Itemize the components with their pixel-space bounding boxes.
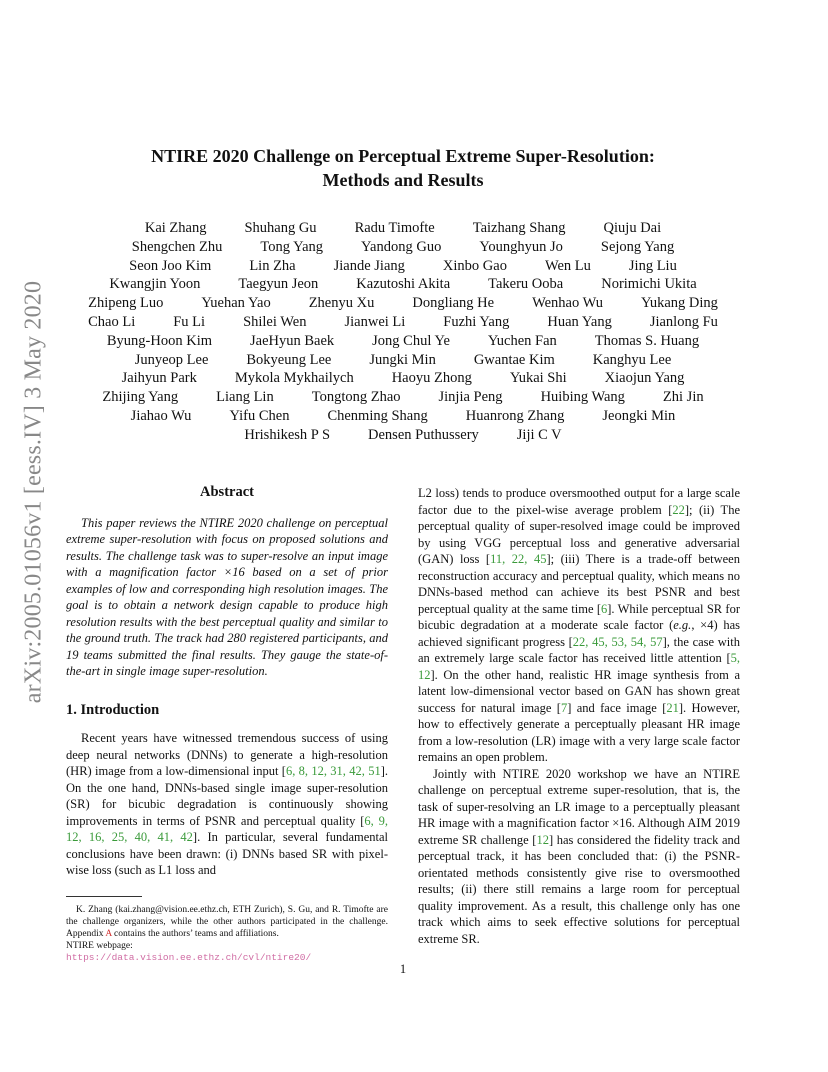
paper-title [0, 144, 806, 192]
author-name: Taizhang Shang [472, 220, 566, 236]
author-name: Jianlong Fu [649, 313, 718, 330]
author-name: Jianwei Li [344, 313, 406, 330]
right-paragraph-2: Jointly with NTIRE 2020 workshop we have an NTIRE challenge on perceptual extreme super-resolution, that is, the task of super-resolving an LR image to a perceptually pleasant HR image with a magnification factor ×16. Although AIM 2019 extreme SR challenge [12] has considered the fidelity track and perceptual track, it has been concluded that: (i) the PSNR-orientated methods consistently give rise to oversmoothed results; (ii) there still remains a large room for perceptual quality improvement. As a result, this challenge only has one track which aims to seek effective solutions for perceptual extreme SR. [418, 766, 740, 946]
author-name: Dongliang He [412, 295, 495, 312]
left-column [66, 484, 388, 879]
author-row [70, 219, 736, 238]
author-name: Mykola Mykhailych [234, 370, 354, 387]
author-name: Yukai Shi [509, 370, 567, 387]
right-column [418, 485, 740, 947]
author-name: Shuhang Gu [244, 220, 317, 236]
author-row [70, 257, 736, 276]
author-name: Kai Zhang [144, 220, 207, 236]
author-name: Kanghyu Lee [592, 351, 672, 368]
author-name: Bokyeung Lee [246, 351, 332, 368]
author-name: Densen Puthussery [368, 426, 479, 443]
ntire-webpage-link[interactable]: https://data.vision.ee.ethz.ch/cvl/ntire20/ [66, 952, 312, 963]
appendix-link[interactable]: A [105, 929, 112, 939]
author-name: Zhi Jin [662, 389, 704, 406]
author-name: Yuehan Yao [201, 295, 271, 312]
citation-link[interactable]: 22, 45, 53, 54, 57 [572, 634, 663, 649]
author-row [70, 369, 736, 388]
arxiv-identifier: arXiv:2005.01056v1 [eess.IV] 3 May 2020 [20, 280, 47, 704]
author-name: Radu Timofte [354, 220, 435, 236]
author-name: Junyeop Lee [134, 351, 209, 368]
author-name: Tongtong Zhao [311, 389, 401, 406]
abstract-heading: Abstract [200, 484, 254, 500]
author-name: Jiahao Wu [130, 407, 192, 424]
author-name: Chao Li [88, 313, 136, 330]
author-row [70, 294, 736, 313]
author-name: Wen Lu [544, 257, 591, 274]
author-name: Takeru Ooba [488, 276, 564, 293]
author-name: Huanrong Zhang [465, 407, 565, 424]
author-name: Zhenyu Xu [308, 295, 375, 312]
author-name: Gwantae Kim [473, 351, 555, 368]
author-name: Jiande Jiang [333, 257, 405, 274]
author-name: Jinjia Peng [438, 389, 503, 406]
author-name: Seon Joo Kim [129, 257, 212, 274]
author-list [70, 219, 736, 445]
author-name: Liang Lin [216, 389, 274, 406]
author-name: Xiaojun Yang [604, 370, 685, 387]
introduction-heading: 1. Introduction [66, 701, 160, 718]
author-name: Qiuju Dai [603, 220, 662, 236]
author-name: Zhipeng Luo [88, 295, 164, 312]
author-name: Kwangjin Yoon [109, 276, 201, 293]
citation-link[interactable]: 21 [666, 700, 679, 715]
author-name: Lin Zha [249, 257, 296, 274]
author-name: Jeongki Min [602, 407, 676, 424]
author-name: Shilei Wen [243, 313, 307, 330]
author-name: Jaihyun Park [121, 370, 197, 387]
author-row [70, 388, 736, 407]
author-name: Yandong Guo [361, 238, 442, 255]
author-name: Huibing Wang [540, 389, 625, 406]
citation-link[interactable]: 7 [560, 700, 568, 715]
author-name: Shengchen Zhu [131, 238, 223, 255]
author-name: Jungki Min [369, 351, 436, 368]
author-row [70, 351, 736, 370]
author-row [70, 238, 736, 257]
author-name: Byung-Hoon Kim [106, 332, 212, 349]
author-name: Yifu Chen [229, 407, 290, 424]
title-line-2: Methods and Results [322, 170, 484, 190]
author-name: Zhijing Yang [102, 389, 179, 406]
author-row [70, 275, 736, 294]
footnote-webpage-label: NTIRE webpage: [66, 941, 133, 951]
author-name: Jing Liu [628, 257, 677, 274]
abstract-text: This paper reviews the NTIRE 2020 challenge on perceptual extreme super-resolution with focus on proposed solutions and results. The challenge task was to super-resolve an input image with a magnification factor ×16 based on a set of prior examples of low and corresponding high resolution images. The goal is to obtain a network design capable to produce high resolution results with the best perceptual quality and similar to the ground truth. The track had 280 registered participants, and 19 teams submitted the final results. They gauge the state-of-the-art in single image super-resolution. [66, 515, 388, 678]
citation-link[interactable]: 22 [672, 502, 685, 517]
author-name: Fu Li [173, 313, 206, 330]
author-name: Norimichi Ukita [601, 276, 697, 293]
author-name: Younghyun Jo [479, 238, 563, 255]
author-name: Yukang Ding [640, 295, 718, 312]
author-name: Haoyu Zhong [391, 370, 472, 387]
author-name: Xinbo Gao [442, 257, 507, 274]
author-row [70, 313, 736, 332]
citation-link[interactable]: 11, 22, 45 [490, 552, 547, 566]
author-name: Hrishikesh P S [244, 426, 331, 443]
author-row [70, 332, 736, 351]
author-name: Jong Chul Ye [372, 332, 450, 349]
author-row [70, 407, 736, 426]
intro-paragraph-1: Recent years have witnessed tremendous success of using deep neural networks (DNNs) to generate a high-resolution (HR) image from a low-dimensional input [6, 8, 12, 31, 42, 51]. On the one hand, DNNs-based single image super-resolution (SR) for bicubic degradation is continuously showing improvements in terms of PSNR and perceptual quality [6, 9, 12, 16, 25, 40, 41, 42]. In particular, several fundamental conclusions have been drawn: (i) DNNs based SR with pixel-wise loss (such as L1 loss and [66, 731, 389, 877]
citation-link[interactable]: 12 [536, 832, 549, 847]
author-name: Yuchen Fan [487, 332, 557, 349]
author-name: Sejong Yang [600, 238, 675, 255]
author-name: Fuzhi Yang [443, 313, 510, 330]
author-name: Huan Yang [547, 313, 612, 330]
author-name: Jiji C V [516, 426, 562, 443]
citation-link[interactable]: 6 [600, 601, 608, 616]
citation-link[interactable]: 5, 12 [418, 651, 740, 682]
author-name: Wenhao Wu [532, 295, 603, 312]
author-name: JaeHyun Baek [250, 332, 335, 349]
author-name: Thomas S. Huang [594, 332, 700, 349]
citation-link[interactable]: 6, 8, 12, 31, 42, 51 [285, 764, 381, 778]
title-line-1: NTIRE 2020 Challenge on Perceptual Extreme Super-Resolution: [151, 146, 655, 166]
author-name: Tong Yang [260, 238, 324, 255]
footnote-organizers: K. Zhang (kai.zhang@vision.ee.ethz.ch, ETH Zurich), S. Gu, and R. Timofte are the challenge organizers, while the other authors participated in the challenge. Appendix A contains the authors’ teams and affiliations. [66, 905, 388, 939]
page-number: 1 [399, 962, 407, 976]
author-name: Chenming Shang [327, 407, 428, 424]
author-name: Taegyun Jeon [238, 276, 319, 293]
author-name: Kazutoshi Akita [356, 276, 451, 293]
right-paragraph-1: L2 loss) tends to produce oversmoothed output for a large scale factor due to the pixel-wise average problem [22]; (ii) The perceptual quality of super-resolved image could be improved by using VGG perceptual loss and generative adversarial (GAN) loss [11, 22, 45]; (iii) There is a trade-off between reconstruction accuracy and perceptual quality, which means no DNNs-based method can achieve its best PSNR and best perceptual quality at the same time [6]. While perceptual SR for bicubic degradation at a moderate scale factor (e.g., ×4) has achieved significant progress [22, 45, 53, 54, 57], the case with an extremely large scale factor has received little attention [5, 12]. On the other hand, realistic HR image synthesis from a latent low-dimensional vector based on GAN has shown great success for natural image [7] and face image [21]. However, how to effectively generate a perceptually pleasant HR image from a low-resolution (LR) image with a very large scale factor remains an open problem. [418, 486, 741, 764]
footnote [66, 896, 388, 964]
citation-link[interactable]: 6, 9, 12, 16, 25, 40, 41, 42 [66, 813, 388, 844]
arxiv-sidebar-stamp [18, 282, 50, 702]
author-row [70, 426, 736, 445]
